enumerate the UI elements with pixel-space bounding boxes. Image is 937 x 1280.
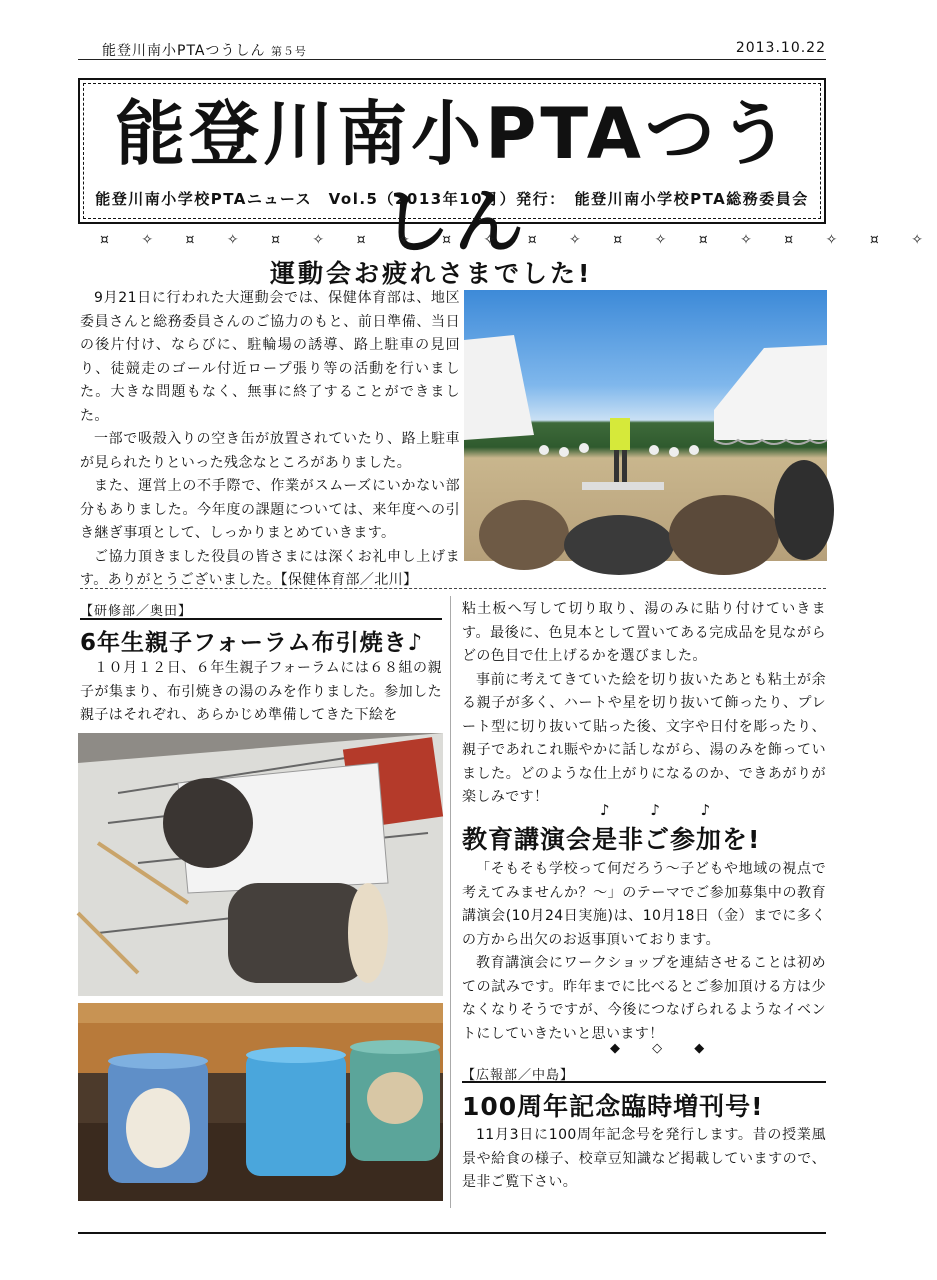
heading-rule	[462, 1081, 826, 1083]
workshop-paragraph: 事前に考えてきていた絵を切り抜いたあとも粘土が余る親子が多く、ハートや星を切り抜いて飾ったり、プレート型に切り抜いて貼った後、文字や日付を彫ったり、親子であれこれ賑やかに話しながら、湯のみを飾っていました。どのような仕上がりになるのか、できあがりが楽しみです！	[462, 671, 826, 805]
sports-day-paragraph: ご協力頂きました役員の皆さまには深くお礼申し上げます。ありがとうございました。【保健体育部／北川】	[80, 548, 460, 588]
column-divider	[450, 596, 451, 1208]
masthead-subtitle: 能登川南小学校PTAニュース Vol.5（2013年10月）発行： 能登川南小学校PTA総務委員会	[95, 190, 809, 208]
running-header-title: 能登川南小PTAつうしん 第５号	[102, 43, 307, 59]
lecture-heading: 教育講演会是非ご参加を!	[462, 825, 761, 854]
workshop-paragraph: 粘土板へ写して切り取り、湯のみに貼り付けていきます。最後に、色見本として置いてある完成品を見ながらどの色目で仕上げるかを選びました。	[462, 601, 826, 664]
running-header	[78, 40, 826, 60]
training-dept-tag: 【研修部／奥田】	[80, 604, 193, 619]
workshop-article-continued	[462, 598, 826, 805]
ornament-row: ¤ ✧ ¤ ✧ ¤ ✧ ¤ ✧ ¤ ✧ ¤ ✧ ¤ ✧ ¤ ✧ ¤ ✧ ¤ ✧	[100, 232, 937, 248]
sports-day-article	[80, 287, 460, 588]
section-divider	[80, 588, 826, 589]
masthead	[78, 78, 826, 263]
workshop-heading: 6年生親子フォーラム布引焼き♪	[80, 630, 424, 656]
lecture-paragraph: 教育講演会にワークショップを連結させることは初めての試みです。昨年までに比べるとご参加頂ける方は少なくなりそうですが、今後につなげられるようなイベントにしていきたいと思います！	[462, 955, 826, 1042]
sports-day-paragraph: また、運営上の不手際で、作業がスムーズにいかない部分もありました。今年度の課題については、来年度への引き継ぎ事項として、しっかりまとめていきます。	[80, 478, 460, 541]
footer-rule	[78, 1232, 826, 1234]
sports-day-paragraph: 一部で吸殻入りの空き缶が放置されていたり、路上駐車が見られたりといった残念なところがありました。	[80, 431, 460, 471]
pr-dept-tag: 【広報部／中島】	[462, 1068, 575, 1083]
sports-day-heading: 運動会お疲れさまでした!	[270, 259, 593, 288]
workshop-paragraph: １０月１２日、６年生親子フォーラムには６８組の親子が集まり、布引焼きの湯のみを作りました。参加した親子はそれぞれ、あらかじめ準備してきた下絵を	[80, 660, 442, 723]
workshop-photo-clay	[78, 733, 443, 996]
masthead-title: 能登川南小PTAつうしん	[115, 93, 793, 263]
anniversary-article	[462, 1124, 826, 1196]
lecture-paragraph: 「そもそも学校って何だろう～子どもや地域の視点で考えてみませんか？～」のテーマでご参加募集中の教育講演会(10月24日実施)は、10月18日（金）までに多くの方から出欠のお返事頂いております。	[462, 861, 826, 948]
workshop-photo-cups	[78, 1003, 443, 1201]
diamond-ornament: ◆ ◇ ◆	[610, 1041, 719, 1056]
anniversary-heading: 100周年記念臨時増刊号!	[462, 1092, 764, 1121]
sports-day-photo	[464, 290, 827, 561]
lecture-article	[462, 858, 826, 1042]
issue-date: 2013.10.22	[735, 40, 826, 56]
workshop-article-start	[80, 657, 442, 729]
sports-day-paragraph: 9月21日に行われた大運動会では、保健体育部は、地区委員さんと総務委員さんのご協力のもと、前日準備、当日の後片付け、ならびに、駐輪場の誘導、路上駐車の見回り、徒競走のゴール付近ロープ張り等の活動を行いました。大きな問題もなく、無事に終了することができました。	[80, 290, 460, 424]
heading-rule	[80, 618, 442, 620]
anniversary-paragraph: 11月3日に100周年記念号を発行します。昔の授業風景や給食の様子、校章豆知識など掲載していますので、是非ご覧下さい。	[462, 1127, 826, 1190]
music-notes-ornament: ♪ ♪ ♪	[600, 801, 729, 819]
